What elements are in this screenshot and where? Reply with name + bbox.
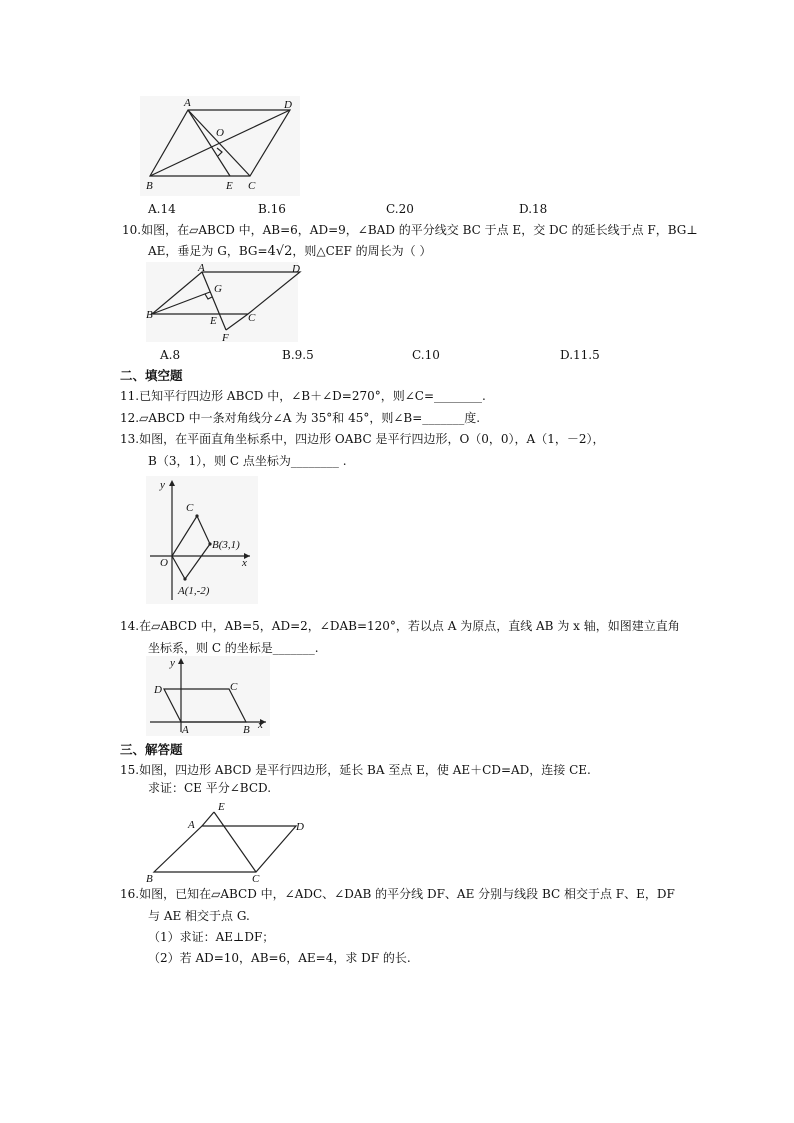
q10-label-b: B	[146, 309, 153, 321]
q14-label-c: C	[230, 681, 238, 693]
q15-label-d: D	[296, 821, 304, 833]
q10-text-line1: 10.如图，在▱ABCD 中，AB=6，AD=9，∠BAD 的平分线交 BC 于点 E，交 DC 的延长线于点 F，BG⊥	[122, 223, 698, 237]
q9-label-c: C	[248, 180, 256, 192]
q10-label-g: G	[214, 283, 222, 295]
q10-label-e: E	[210, 315, 217, 327]
q15-label-a: A	[188, 819, 195, 831]
q15-figure	[146, 798, 306, 885]
q9-label-o: O	[216, 127, 224, 139]
q13-label-c: C	[186, 502, 194, 514]
q10-figure	[146, 262, 298, 342]
q10-label-c: C	[248, 312, 256, 324]
q13-figure	[146, 476, 258, 604]
q13-text-line1: 13.如图，在平面直角坐标系中，四边形 OABC 是平行四边形，O（0，0），A（1，－2），	[120, 432, 605, 446]
q15-label-e: E	[218, 801, 225, 813]
q14-label-d: D	[154, 684, 162, 696]
q12-text: 12.▱ABCD 中一条对角线分∠A 为 35°和 45°，则∠B=_______度.	[120, 411, 481, 425]
q10-option-c: C.10	[412, 348, 440, 362]
q10-option-a: A.8	[160, 348, 181, 362]
q13-label-b: B(3,1)	[212, 539, 240, 551]
q9-option-b: B.16	[258, 202, 286, 216]
q15-text-line2: 求证：CE 平分∠BCD.	[148, 781, 272, 795]
q14-label-x: x	[258, 719, 263, 731]
section-solutions-heading: 三、解答题	[120, 742, 183, 757]
q9-option-c: C.20	[386, 202, 414, 216]
q10-option-b: B.9.5	[282, 348, 314, 362]
q10-text-line2: AE，垂足为 G，BG=4√2，则△CEF 的周长为（ ）	[148, 244, 432, 259]
q11-text: 11.已知平行四边形 ABCD 中，∠B＋∠D=270°，则∠C=________.	[120, 389, 486, 403]
q10-bg-value: 4√2	[267, 244, 293, 259]
q16-part1: （1）求证：AE⊥DF；	[148, 930, 275, 944]
q14-text-line1: 14.在▱ABCD 中，AB=5，AD=2，∠DAB=120°，若以点 A 为原点，直线 AB 为 x 轴，如图建立直角	[120, 619, 680, 633]
q13-label-a: A(1,-2)	[178, 585, 210, 597]
q13-label-x: x	[242, 557, 247, 569]
q9-option-d: D.18	[519, 202, 548, 216]
q9-label-e: E	[226, 180, 233, 192]
q14-label-b: B	[243, 724, 250, 736]
q15-label-c: C	[252, 873, 260, 885]
q9-label-d: D	[284, 99, 292, 111]
q14-label-a: A	[182, 724, 189, 736]
q13-text-line2: B（3，1），则 C 点坐标为________ .	[148, 454, 347, 468]
q10-label-d: D	[292, 263, 300, 275]
q10-option-d: D.11.5	[560, 348, 600, 362]
q16-text-line1: 16.如图，已知在▱ABCD 中，∠ADC、∠DAB 的平分线 DF、AE 分别与线段 BC 相交于点 F、E，DF	[120, 887, 675, 901]
q14-text-line2: 坐标系，则 C 的坐标是_______.	[148, 641, 319, 655]
q15-label-b: B	[146, 873, 153, 885]
q9-label-b: B	[146, 180, 153, 192]
q16-part2: （2）若 AD=10，AB=6，AE=4，求 DF 的长.	[148, 951, 411, 965]
q10-label-f: F	[222, 332, 229, 344]
q10-label-a: A	[198, 262, 205, 274]
q14-label-y: y	[170, 657, 175, 669]
q9-figure	[140, 96, 300, 196]
q15-text-line1: 15.如图，四边形 ABCD 是平行四边形，延长 BA 至点 E，使 AE＋CD=AD，连接 CE.	[120, 763, 591, 777]
q9-option-a: A.14	[148, 202, 176, 216]
q13-label-y: y	[160, 479, 165, 491]
section-fill-in-heading: 二、填空题	[120, 368, 183, 383]
q13-label-o: O	[160, 557, 168, 569]
q14-figure	[146, 656, 270, 736]
q9-label-a: A	[184, 97, 191, 109]
q16-text-line2: 与 AE 相交于点 G.	[148, 909, 250, 923]
